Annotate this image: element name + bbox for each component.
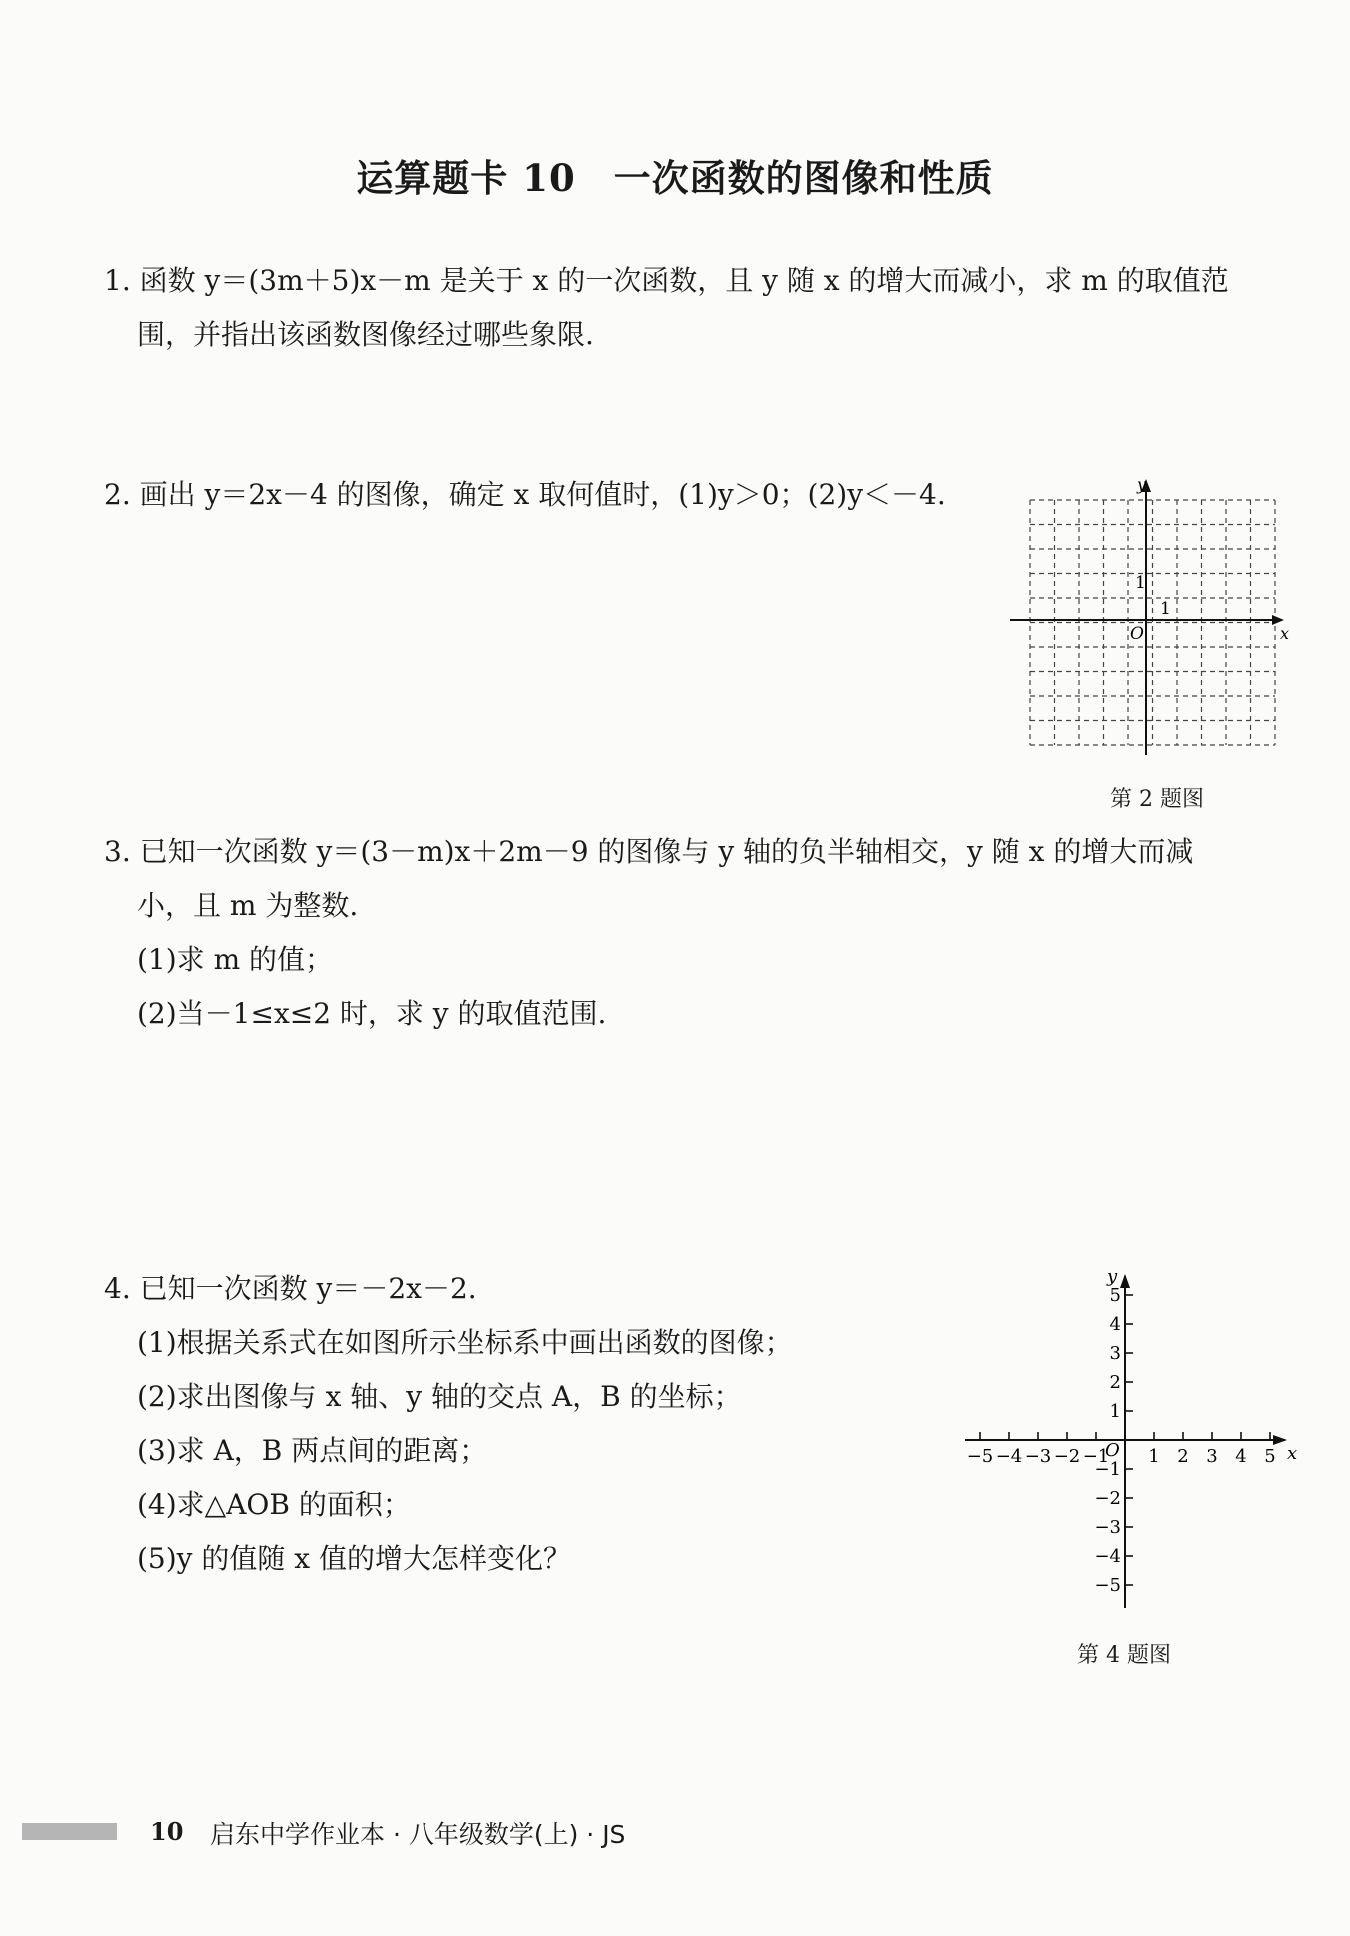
x-tick-label: 5 <box>1264 1446 1276 1467</box>
y-tick-label: 1 <box>1109 1401 1121 1422</box>
question-1-line-1: 1. 函数 y＝(3m＋5)x－m 是关于 x 的一次函数，且 y 随 x 的增大而减小，求 m 的取值范 <box>104 264 1229 297</box>
page-number: 10 <box>150 1817 184 1846</box>
axes-origin-label: O <box>1105 1440 1120 1461</box>
axes-y-label: y <box>1107 1266 1118 1287</box>
x-tick-label: 1 <box>1148 1446 1160 1467</box>
y-tick-label: −4 <box>1094 1546 1121 1567</box>
question-3-line-2: 小，且 m 为整数. <box>137 889 359 922</box>
y-tick-label: 5 <box>1109 1285 1121 1306</box>
x-tick-label: 4 <box>1235 1446 1247 1467</box>
x-tick-label: −3 <box>1024 1446 1052 1467</box>
question-3 <box>104 825 1193 1041</box>
x-tick-label: −2 <box>1053 1446 1081 1467</box>
question-4-axes-figure <box>955 1260 1298 1620</box>
grid-svg <box>1010 470 1305 760</box>
question-4 <box>104 1262 793 1586</box>
question-3-line-1: 3. 已知一次函数 y＝(3－m)x＋2m－9 的图像与 y 轴的负半轴相交，y 随 x 的增大而减 <box>104 835 1194 868</box>
grid-origin-label: O <box>1130 624 1144 644</box>
question-4-part-3: (3)求 A，B 两点间的距离； <box>137 1434 488 1467</box>
axes-x-label: x <box>1287 1443 1298 1464</box>
x-tick-label: −5 <box>966 1446 994 1467</box>
x-tick-label: 3 <box>1206 1446 1218 1467</box>
question-4-part-5: (5)y 的值随 x 值的增大怎样变化？ <box>137 1542 571 1575</box>
question-2-grid-figure <box>1010 470 1305 760</box>
page-title: 运算题卡 10 一次函数的图像和性质 <box>356 156 994 200</box>
grid-lines <box>1030 500 1275 745</box>
question-4-part-1: (1)根据关系式在如图所示坐标系中画出函数的图像； <box>137 1326 793 1359</box>
question-1-line-2: 围，并指出该函数图像经过哪些象限. <box>137 318 594 351</box>
grid-x-one-label: 1 <box>1160 599 1171 619</box>
question-2-caption: 第 2 题图 <box>1110 787 1204 812</box>
question-2 <box>104 468 946 522</box>
question-4-line-1: 4. 已知一次函数 y＝－2x－2. <box>104 1272 477 1305</box>
question-3-part-2: (2)当－1≤x≤2 时，求 y 的取值范围. <box>137 997 607 1030</box>
axes-svg <box>955 1260 1298 1620</box>
y-tick-label: −3 <box>1094 1517 1121 1538</box>
y-tick-label: 3 <box>1109 1343 1121 1364</box>
question-4-part-4: (4)求△AOB 的面积； <box>137 1488 411 1521</box>
question-4-caption: 第 4 题图 <box>1077 1643 1171 1668</box>
footer-bar <box>22 1823 117 1840</box>
question-4-part-2: (2)求出图像与 x 轴、y 轴的交点 A，B 的坐标； <box>137 1380 742 1413</box>
footer-text: 启东中学作业本 · 八年级数学(上) · JS <box>210 1820 626 1849</box>
x-tick-label: −1 <box>1082 1446 1110 1467</box>
question-3-part-1: (1)求 m 的值； <box>137 943 334 976</box>
grid-y-label: y <box>1137 475 1147 494</box>
y-tick-label: −5 <box>1094 1575 1121 1596</box>
question-2-line-1: 2. 画出 y＝2x－4 的图像，确定 x 取何值时，(1)y＞0；(2)y＜－4. <box>104 478 946 511</box>
grid-y-one-label: 1 <box>1135 573 1146 593</box>
y-tick-label: −2 <box>1094 1488 1121 1509</box>
y-tick-label: 2 <box>1109 1372 1121 1393</box>
y-tick-label: 4 <box>1109 1314 1121 1335</box>
question-1 <box>104 254 1229 362</box>
grid-x-label: x <box>1280 624 1290 643</box>
axes-y-arrow <box>1120 1274 1130 1288</box>
y-tick-label: −1 <box>1094 1459 1121 1480</box>
axes-x-arrow <box>1273 1435 1287 1445</box>
x-tick-label: −4 <box>995 1446 1023 1467</box>
x-tick-label: 2 <box>1177 1446 1189 1467</box>
